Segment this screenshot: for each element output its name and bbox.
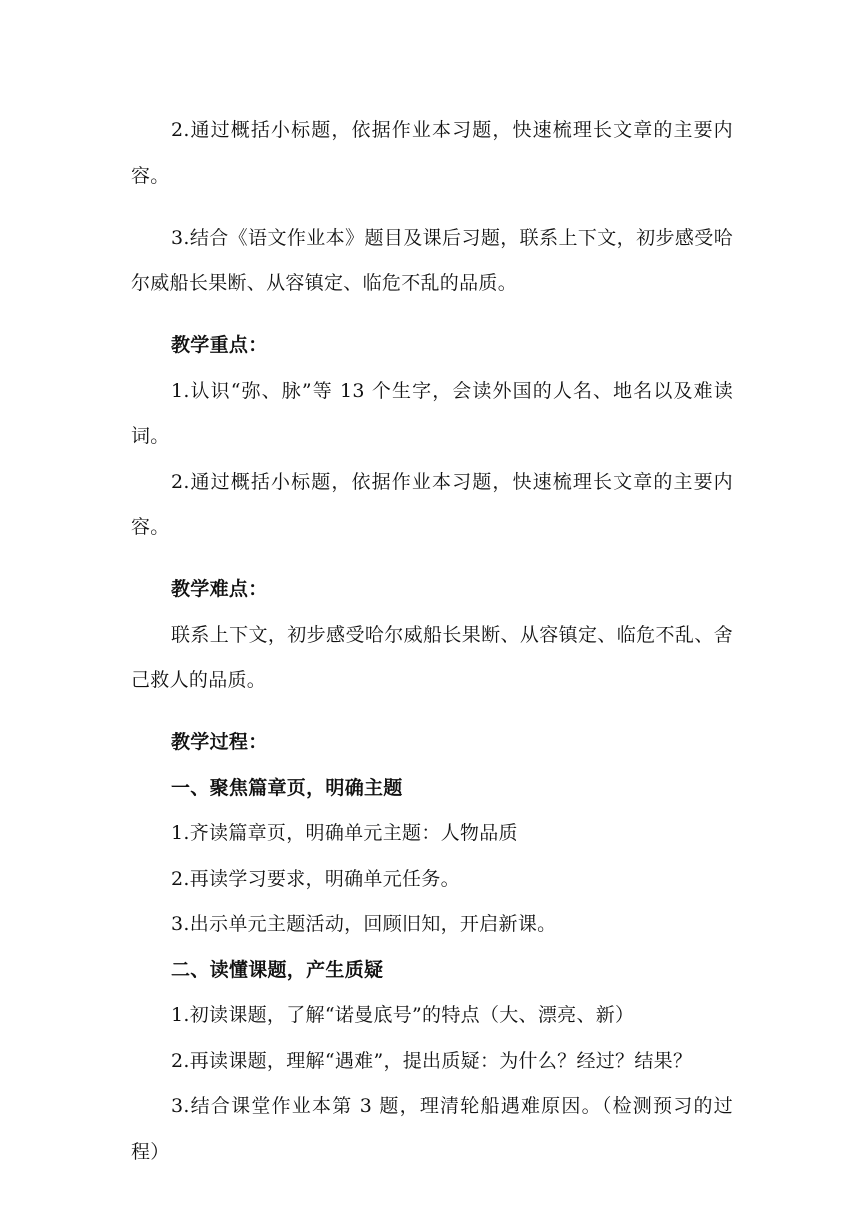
difficulty-1: 联系上下文，初步感受哈尔威船长果断、从容镇定、临危不乱、舍己救人的品质。 [131, 623, 733, 691]
objective-3: 3.结合《语文作业本》题目及课后习题，联系上下文，初步感受哈尔威船长果断、从容镇定、临危不乱的品质。 [131, 226, 733, 294]
section-1-item-1: 1.齐读篇章页，明确单元主题：人物品质 [171, 822, 518, 844]
section-1-title: 一、聚焦篇章页，明确主题 [171, 776, 403, 799]
section-2-title: 二、读懂课题，产生质疑 [171, 958, 384, 981]
objective-2: 2.通过概括小标题，依据作业本习题，快速梳理长文章的主要内容。 [131, 119, 733, 187]
section-1-item-3: 3.出示单元主题活动，回顾旧知，开启新课。 [171, 913, 557, 935]
key-point-1: 1.认识“弥、脉”等 13 个生字，会读外国的人名、地名以及难读词。 [131, 379, 733, 447]
section-2-item-1: 1.初读课题，了解“诺曼底号”的特点（大、漂亮、新） [171, 1004, 635, 1026]
section-1-item-2: 2.再读学习要求，明确单元任务。 [171, 867, 460, 890]
difficulties-heading: 教学难点： [171, 578, 268, 600]
section-2-item-3: 3.结合课堂作业本第 3 题，理清轮船遇难原因。（检测预习的过程） [131, 1095, 733, 1163]
key-point-2: 2.通过概括小标题，依据作业本习题，快速梳理长文章的主要内容。 [131, 470, 733, 538]
section-2-item-2: 2.再读课题，理解“遇难”，提出质疑：为什么？经过？结果？ [171, 1049, 693, 1072]
document-body [131, 108, 733, 1175]
process-heading: 教学过程： [171, 731, 268, 753]
key-points-heading: 教学重点： [171, 334, 268, 356]
